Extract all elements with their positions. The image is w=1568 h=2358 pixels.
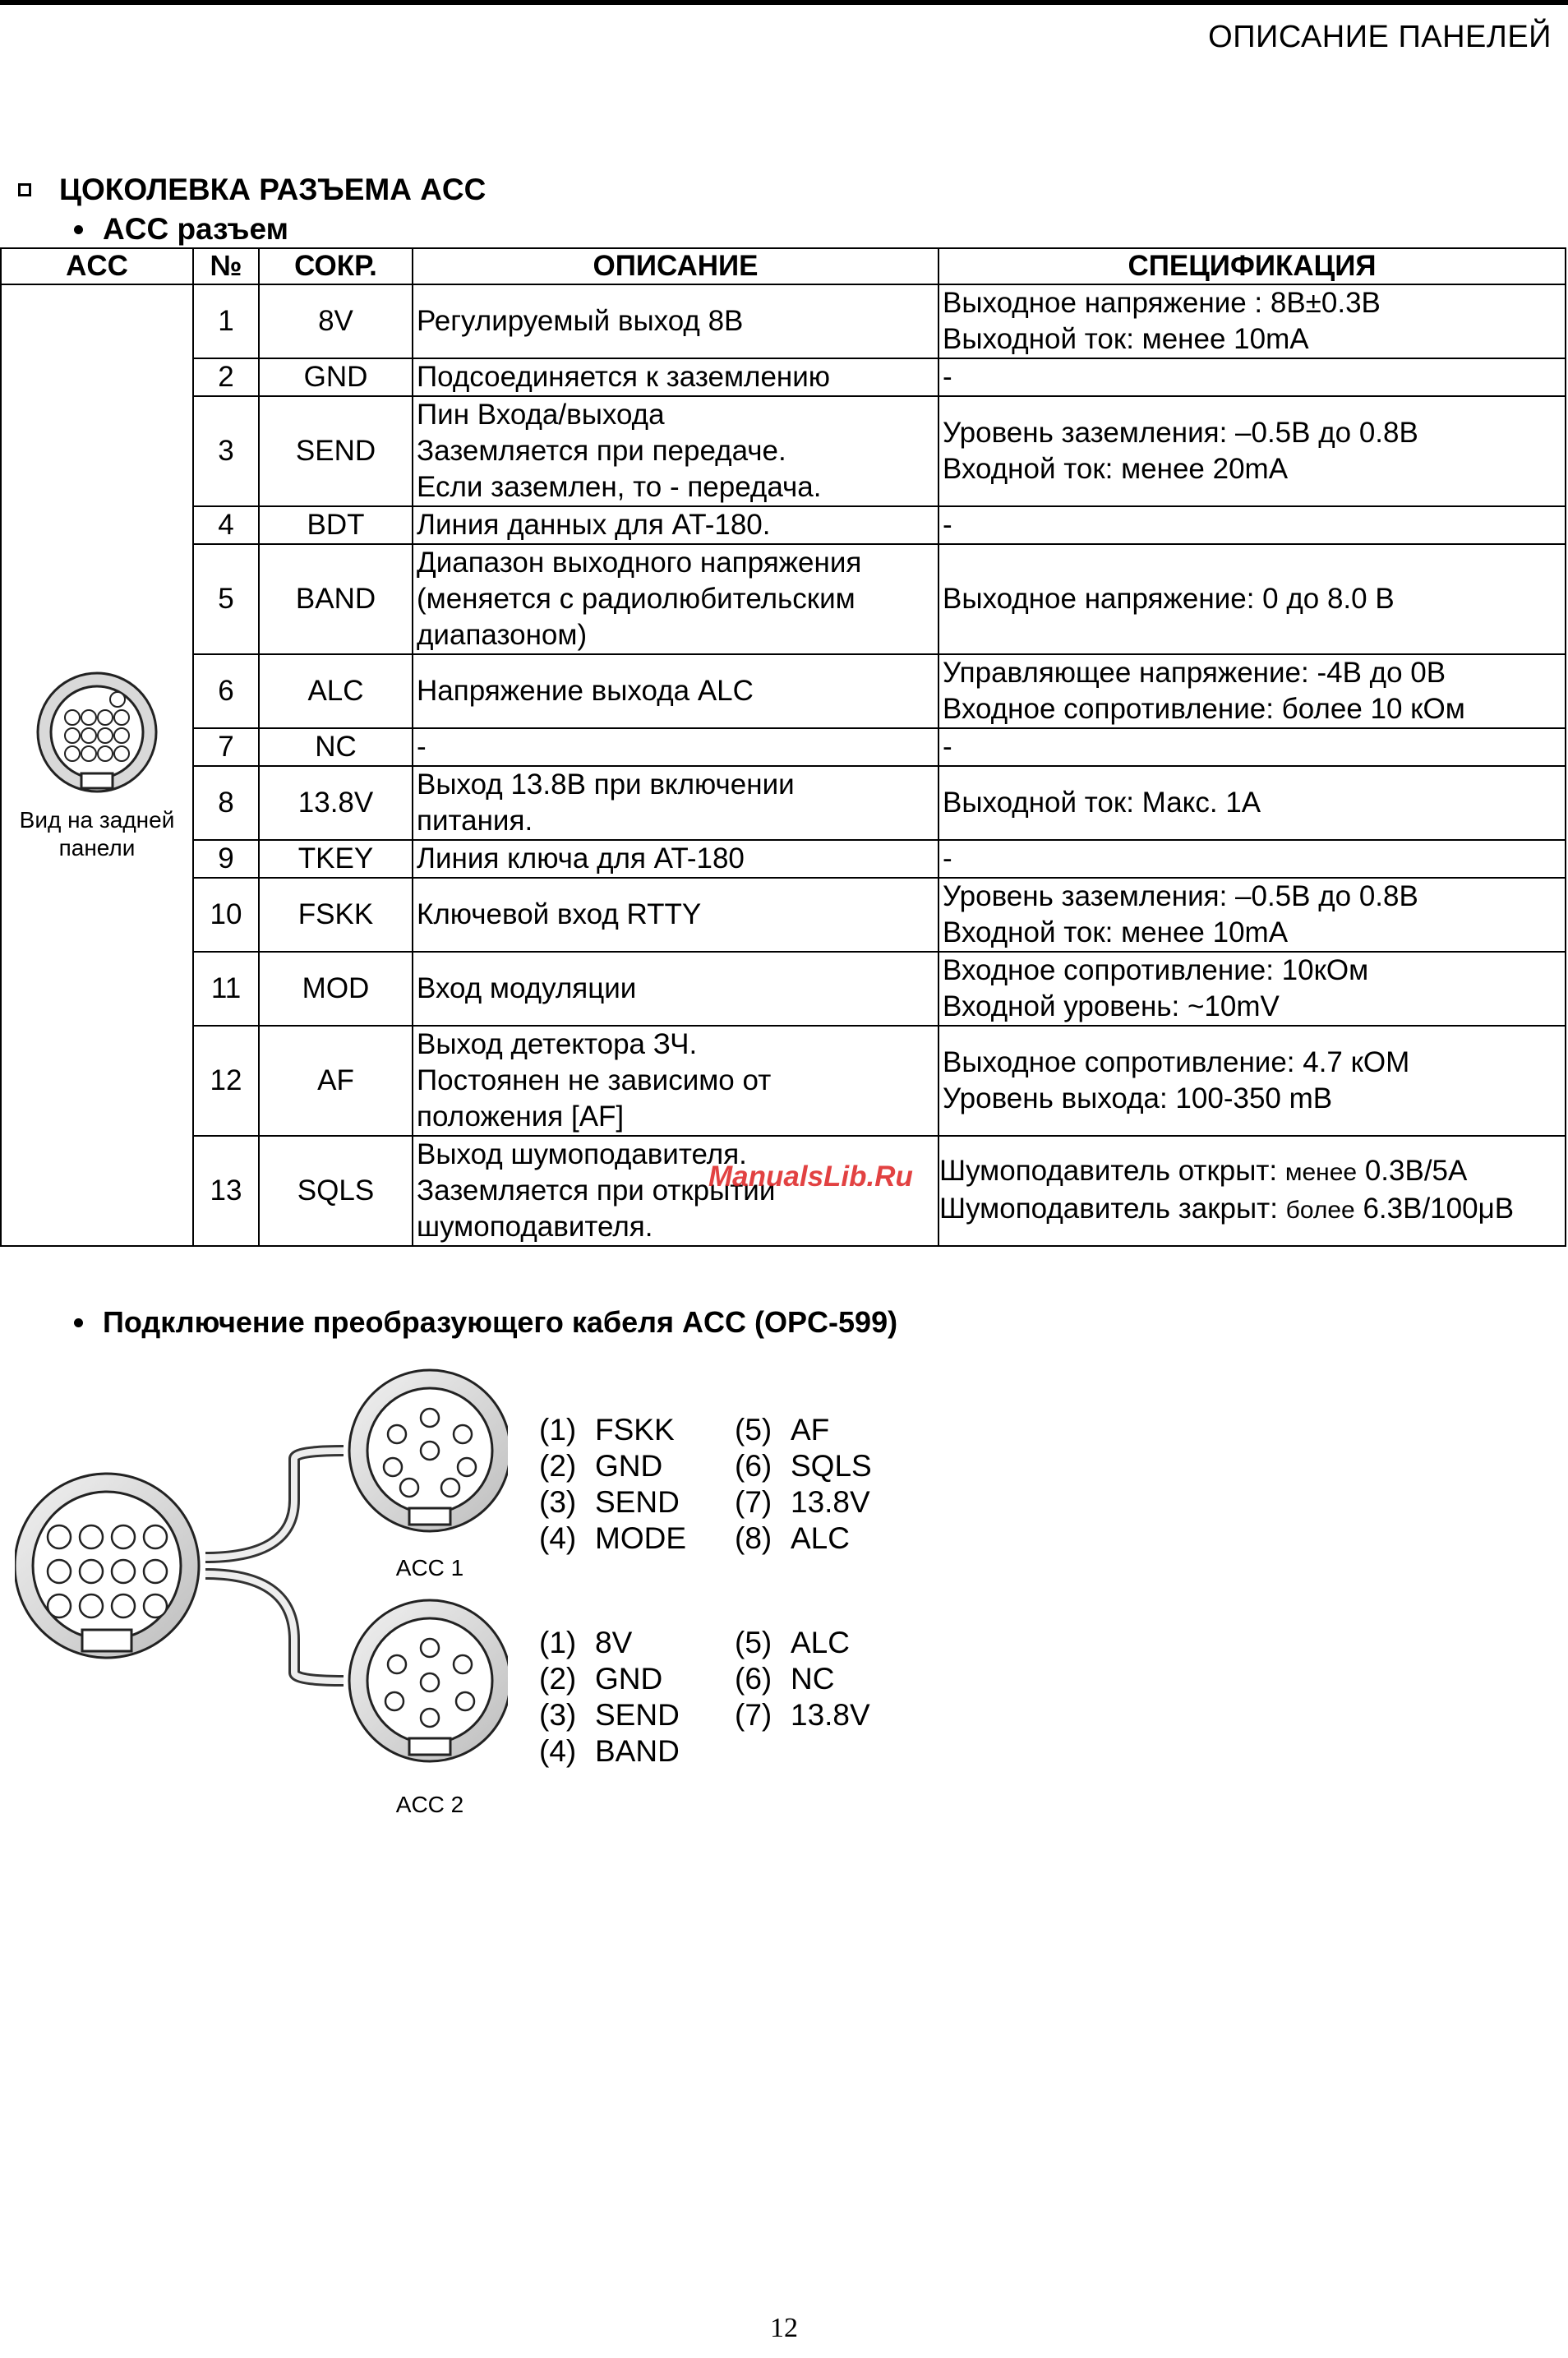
pin-list-label: 8V bbox=[595, 1626, 633, 1659]
pin-list-row bbox=[539, 1412, 872, 1448]
description-line: питания. bbox=[417, 805, 533, 837]
description-line: Пин Входа/выхода bbox=[417, 399, 665, 431]
pin-abbreviation: SEND bbox=[259, 396, 413, 506]
pin-description bbox=[413, 878, 938, 952]
specification-line: - bbox=[943, 361, 952, 393]
table-header-row bbox=[1, 248, 1566, 284]
specification-line: Уровень заземления: –0.5В до 0.8В bbox=[943, 417, 1418, 449]
checkbox-bullet-icon bbox=[18, 183, 31, 196]
header-abbr: СОКР. bbox=[259, 248, 413, 284]
pin-description bbox=[413, 1026, 938, 1136]
pin-number: 4 bbox=[193, 506, 259, 544]
pin-specification bbox=[938, 284, 1566, 358]
description-line: (меняется с радиолюбительским bbox=[417, 583, 855, 615]
specification-line: Выходное сопротивление: 4.7 кОМ bbox=[943, 1046, 1410, 1078]
pin-abbreviation: ALC bbox=[259, 654, 413, 728]
acc2-label: ACC 2 bbox=[395, 1792, 464, 1817]
description-line: Вход модуляции bbox=[417, 972, 637, 1004]
description-line: Выход детектора ЗЧ. bbox=[417, 1028, 698, 1060]
acc2-7pin-connector-icon bbox=[349, 1600, 508, 1761]
specification-line: Выходной ток: менее 10mA bbox=[943, 323, 1309, 355]
pin-list-label: 13.8V bbox=[791, 1485, 870, 1519]
specification-line bbox=[939, 1191, 1561, 1229]
specification-line: Входное сопротивление: более 10 кОм bbox=[943, 693, 1465, 725]
specification-part: 0.3В/5А bbox=[1357, 1155, 1468, 1187]
pin-abbreviation: SQLS bbox=[259, 1136, 413, 1246]
specification-line: Уровень заземления: –0.5В до 0.8В bbox=[943, 880, 1418, 912]
pin-description bbox=[413, 358, 938, 396]
top-rule bbox=[0, 0, 1568, 5]
pin-number: 3 bbox=[193, 396, 259, 506]
pin-list-number: (7) bbox=[735, 1698, 772, 1732]
pin-specification bbox=[938, 1136, 1566, 1246]
acc1-8pin-connector-icon bbox=[349, 1370, 508, 1531]
pin-number: 6 bbox=[193, 654, 259, 728]
pin-list-label: MODE bbox=[595, 1521, 686, 1555]
pin-list-row bbox=[539, 1520, 872, 1557]
pin-list-label: BAND bbox=[595, 1734, 680, 1768]
pin-list-label: SQLS bbox=[791, 1449, 872, 1483]
pin-list-label: ALC bbox=[791, 1521, 850, 1555]
specification-part: Шумоподавитель открыт: bbox=[939, 1155, 1285, 1187]
specification-line: Выходной ток: Макс. 1А bbox=[943, 787, 1261, 819]
pin-specification bbox=[938, 878, 1566, 952]
pin-specification bbox=[938, 654, 1566, 728]
table-row bbox=[1, 358, 1566, 396]
specification-line: Входное сопротивление: 10кОм bbox=[943, 954, 1369, 986]
pin-number: 10 bbox=[193, 878, 259, 952]
pin-description bbox=[413, 728, 938, 766]
pin-specification bbox=[938, 840, 1566, 878]
table-row bbox=[1, 766, 1566, 840]
specification-line: Входной ток: менее 20mA bbox=[943, 453, 1289, 485]
specification-part: Шумоподавитель закрыт: bbox=[939, 1193, 1286, 1225]
specification-line: Выходное напряжение : 8В±0.3В bbox=[943, 287, 1381, 319]
pin-list-row bbox=[539, 1733, 870, 1770]
pin-abbreviation: NC bbox=[259, 728, 413, 766]
pin-list-label: ALC bbox=[791, 1626, 850, 1659]
acc2-pin-list bbox=[539, 1625, 870, 1770]
pin-description bbox=[413, 654, 938, 728]
pin-list-label: 13.8V bbox=[791, 1698, 870, 1732]
pin-specification bbox=[938, 544, 1566, 654]
pin-list-label: NC bbox=[791, 1662, 835, 1696]
description-line: Выход 13.8В при включении bbox=[417, 768, 795, 801]
pin-number: 8 bbox=[193, 766, 259, 840]
specification-line: Управляющее напряжение: -4В до 0В bbox=[943, 657, 1446, 689]
pin-description bbox=[413, 840, 938, 878]
acc1-label: ACC 1 bbox=[395, 1555, 464, 1580]
pin-abbreviation: 8V bbox=[259, 284, 413, 358]
cable-section-title bbox=[74, 1305, 897, 1340]
description-line: Ключевой вход RTTY bbox=[417, 898, 702, 930]
section-title bbox=[18, 173, 486, 207]
specification-line: Выходное напряжение: 0 до 8.0 В bbox=[943, 583, 1395, 615]
description-line: положения [AF] bbox=[417, 1101, 625, 1133]
description-line: Подсоединяется к заземлению bbox=[417, 361, 831, 393]
pin-description bbox=[413, 396, 938, 506]
section-title-text: ЦОКОЛЕВКА РАЗЪЕМА ACC bbox=[59, 173, 487, 206]
pin-list-number: (4) bbox=[539, 1521, 577, 1555]
specification-line: - bbox=[943, 509, 952, 541]
pin-list-row bbox=[539, 1448, 872, 1484]
bullet-icon bbox=[74, 225, 83, 234]
table-row bbox=[1, 1026, 1566, 1136]
pin-list-number: (3) bbox=[539, 1485, 577, 1519]
description-line: Постоянен не зависимо от bbox=[417, 1064, 772, 1096]
description-line: Напряжение выхода ALC bbox=[417, 675, 754, 707]
pin-list-row bbox=[539, 1697, 870, 1733]
pin-specification bbox=[938, 728, 1566, 766]
acc1-pin-list bbox=[539, 1412, 872, 1557]
pin-list-number: (5) bbox=[735, 1413, 772, 1447]
acc-connector-rear-icon bbox=[35, 668, 159, 800]
pin-abbreviation: TKEY bbox=[259, 840, 413, 878]
description-line: - bbox=[417, 731, 427, 763]
specification-part: более bbox=[1285, 1197, 1355, 1224]
pin-number: 11 bbox=[193, 952, 259, 1026]
pin-specification bbox=[938, 396, 1566, 506]
page-number: 12 bbox=[770, 2313, 798, 2343]
table-row bbox=[1, 878, 1566, 952]
acc-13pin-connector-icon bbox=[15, 1474, 199, 1658]
header-spec: СПЕЦИФИКАЦИЯ bbox=[938, 248, 1566, 284]
pin-list-row bbox=[539, 1661, 870, 1697]
pin-number: 12 bbox=[193, 1026, 259, 1136]
pin-list-number: (6) bbox=[735, 1449, 772, 1483]
pin-list-number: (7) bbox=[735, 1485, 772, 1519]
specification-part: 6.3В/100μВ bbox=[1354, 1193, 1515, 1225]
description-line: Заземляется при передаче. bbox=[417, 435, 786, 467]
pin-specification bbox=[938, 1026, 1566, 1136]
specification-line: Входной ток: менее 10mA bbox=[943, 916, 1289, 948]
pin-specification bbox=[938, 766, 1566, 840]
pin-list-number: (8) bbox=[735, 1521, 772, 1555]
description-line: диапазоном) bbox=[417, 619, 588, 651]
pin-description bbox=[413, 544, 938, 654]
pin-list-label: AF bbox=[791, 1413, 830, 1447]
header-num: № bbox=[193, 248, 259, 284]
specification-line bbox=[939, 1153, 1561, 1191]
pin-list-number: (2) bbox=[539, 1662, 577, 1696]
pin-abbreviation: MOD bbox=[259, 952, 413, 1026]
pin-abbreviation: GND bbox=[259, 358, 413, 396]
table-row bbox=[1, 506, 1566, 544]
acc-connector-cell bbox=[1, 284, 193, 1246]
pin-abbreviation: 13.8V bbox=[259, 766, 413, 840]
pin-number: 7 bbox=[193, 728, 259, 766]
specification-line: - bbox=[943, 731, 952, 763]
watermark: ManualsLib.Ru bbox=[708, 1161, 913, 1193]
specification-line: Входной уровень: ~10mV bbox=[943, 990, 1280, 1022]
pin-list-number: (6) bbox=[735, 1662, 772, 1696]
table-row bbox=[1, 284, 1566, 358]
pin-list-row bbox=[539, 1625, 870, 1661]
table-row bbox=[1, 396, 1566, 506]
header-desc: ОПИСАНИЕ bbox=[413, 248, 938, 284]
bullet-icon bbox=[74, 1318, 83, 1327]
description-line: Линия ключа для AT-180 bbox=[417, 842, 745, 874]
pin-list-label: SEND bbox=[595, 1485, 680, 1519]
pin-list-row bbox=[539, 1484, 872, 1520]
specification-part: менее bbox=[1284, 1159, 1358, 1186]
pin-list-label: GND bbox=[595, 1449, 663, 1483]
specification-line: Уровень выхода: 100-350 mВ bbox=[943, 1082, 1333, 1114]
pin-specification bbox=[938, 506, 1566, 544]
pin-list-label: FSKK bbox=[595, 1413, 675, 1447]
cable-diagram bbox=[15, 1368, 508, 1829]
table-row bbox=[1, 840, 1566, 878]
pin-list-number: (3) bbox=[539, 1698, 577, 1732]
description-line: Регулируемый выход 8В bbox=[417, 305, 744, 337]
description-line: Диапазон выходного напряжения bbox=[417, 547, 862, 579]
pin-number: 1 bbox=[193, 284, 259, 358]
pin-specification bbox=[938, 952, 1566, 1026]
table-row bbox=[1, 654, 1566, 728]
pin-description bbox=[413, 284, 938, 358]
pin-list-number: (1) bbox=[539, 1413, 577, 1447]
subsection-title-text: ACC разъем bbox=[103, 212, 288, 246]
pin-number: 9 bbox=[193, 840, 259, 878]
rear-panel-label: Вид на задней панели bbox=[19, 807, 175, 861]
pin-description bbox=[413, 506, 938, 544]
pin-abbreviation: AF bbox=[259, 1026, 413, 1136]
pin-list-number: (2) bbox=[539, 1449, 577, 1483]
header-acc: ACC bbox=[1, 248, 193, 284]
table-row bbox=[1, 544, 1566, 654]
pin-list-label: SEND bbox=[595, 1698, 680, 1732]
table-row bbox=[1, 952, 1566, 1026]
description-line: Выход шумоподавителя. bbox=[417, 1138, 747, 1170]
page-header-title: ОПИСАНИЕ ПАНЕЛЕЙ bbox=[1208, 20, 1552, 54]
pin-description bbox=[413, 766, 938, 840]
pin-abbreviation: BAND bbox=[259, 544, 413, 654]
acc-pinout-table bbox=[0, 247, 1566, 1247]
specification-line: - bbox=[943, 842, 952, 874]
description-line: Если заземлен, то - передача. bbox=[417, 471, 822, 503]
table-row bbox=[1, 728, 1566, 766]
pin-abbreviation: BDT bbox=[259, 506, 413, 544]
pin-specification bbox=[938, 358, 1566, 396]
pin-number: 5 bbox=[193, 544, 259, 654]
pin-number: 2 bbox=[193, 358, 259, 396]
pin-description bbox=[413, 952, 938, 1026]
pin-list-number: (5) bbox=[735, 1626, 772, 1659]
pin-number: 13 bbox=[193, 1136, 259, 1246]
cable-section-title-text: Подключение преобразующего кабеля ACC (OPC-599) bbox=[103, 1305, 898, 1339]
description-line: Заземляется при открытии bbox=[417, 1174, 776, 1207]
description-line: Линия данных для AT-180. bbox=[417, 509, 771, 541]
pin-list-number: (4) bbox=[539, 1734, 577, 1768]
pin-abbreviation: FSKK bbox=[259, 878, 413, 952]
pin-list-number: (1) bbox=[539, 1626, 577, 1659]
description-line: шумоподавителя. bbox=[417, 1211, 653, 1243]
pin-list-label: GND bbox=[595, 1662, 663, 1696]
subsection-title bbox=[74, 212, 288, 247]
